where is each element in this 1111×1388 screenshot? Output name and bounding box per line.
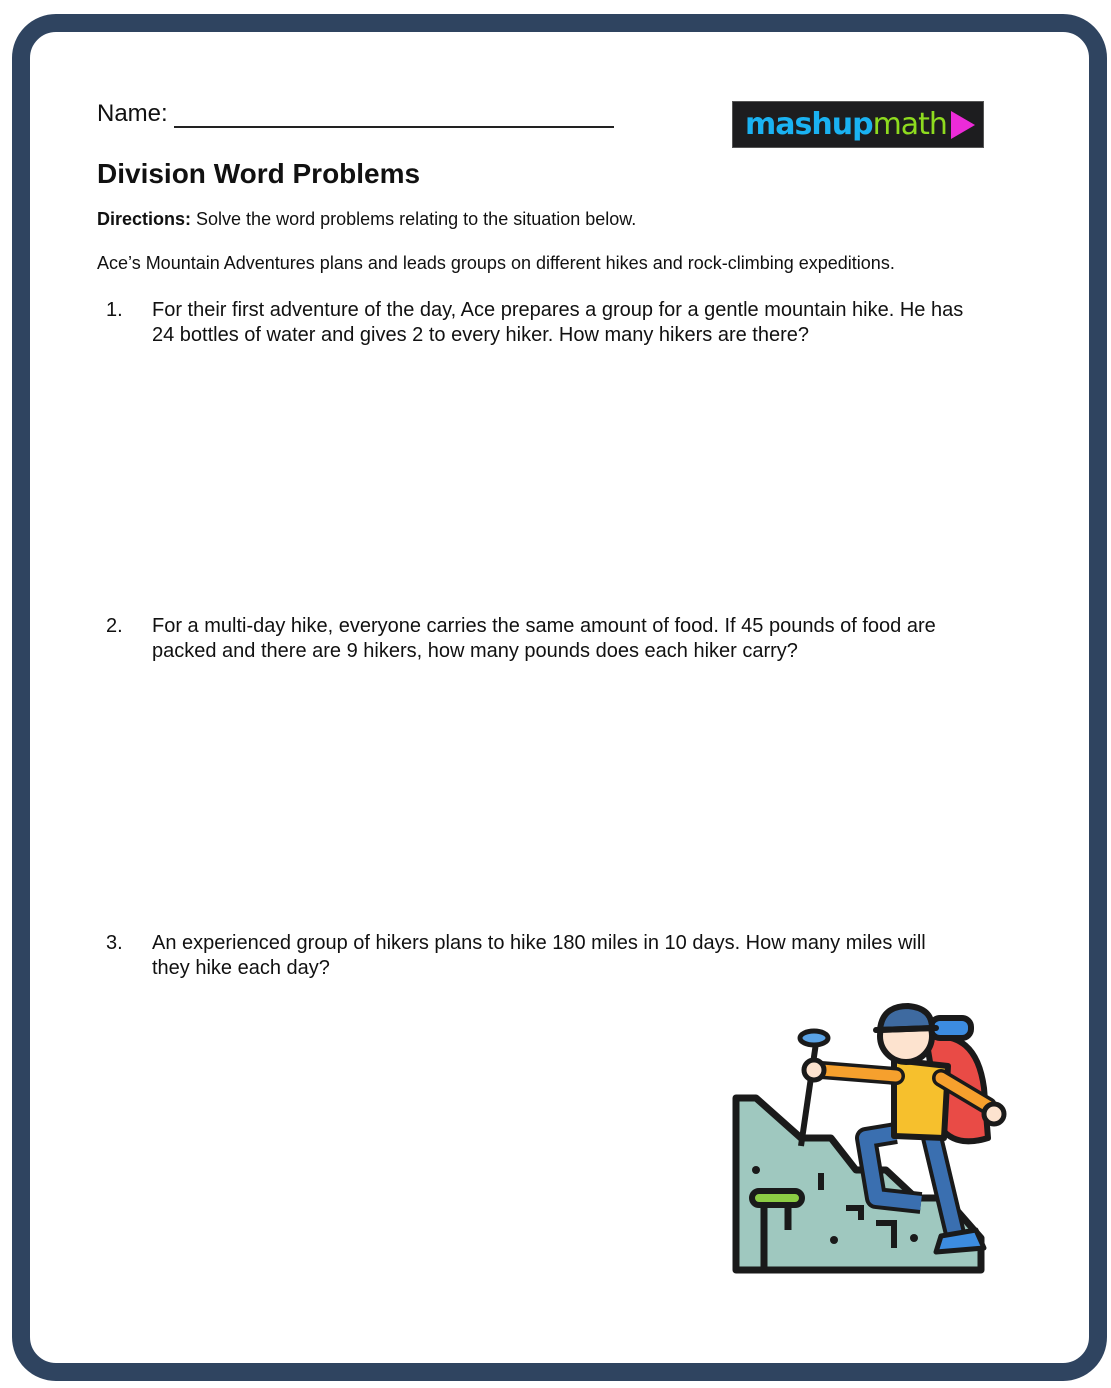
logo-text-mashup: mashup (745, 107, 873, 142)
play-triangle-icon (951, 111, 975, 139)
name-row (97, 100, 614, 128)
problem-2 (106, 614, 966, 664)
intro-text: Ace’s Mountain Adventures plans and leads groups on different hikes and rock-climbing expeditions. (97, 253, 895, 273)
problem-text: An experienced group of hikers plans to hike 180 miles in 10 days. How many miles will they hike each day? (152, 932, 926, 979)
problem-number: 3. (106, 932, 123, 954)
name-label: Name: (97, 100, 168, 127)
problem-number: 1. (106, 299, 123, 321)
problem-text: For their first adventure of the day, Ace prepares a group for a gentle mountain hike. He has 24 bottles of water and gives 2 to every hiker. How many hikers are there? (152, 299, 964, 346)
directions-text: Solve the word problems relating to the situation below. (191, 209, 637, 229)
name-blank-line (174, 102, 614, 128)
hiker-climbing-mountain-icon (726, 998, 1016, 1280)
problem-text: For a multi-day hike, everyone carries the same amount of food. If 45 pounds of food are packed and there are 9 hikers, how many pounds does each hiker carry? (152, 615, 936, 662)
problem-3 (106, 931, 966, 981)
directions-label: Directions: (97, 209, 192, 229)
problem-1 (106, 298, 966, 348)
page-title: Division Word Problems (97, 158, 421, 189)
directions (97, 209, 636, 230)
logo-text-math: math (872, 107, 947, 142)
problem-number: 2. (106, 615, 123, 637)
mashupmath-logo (732, 101, 984, 148)
